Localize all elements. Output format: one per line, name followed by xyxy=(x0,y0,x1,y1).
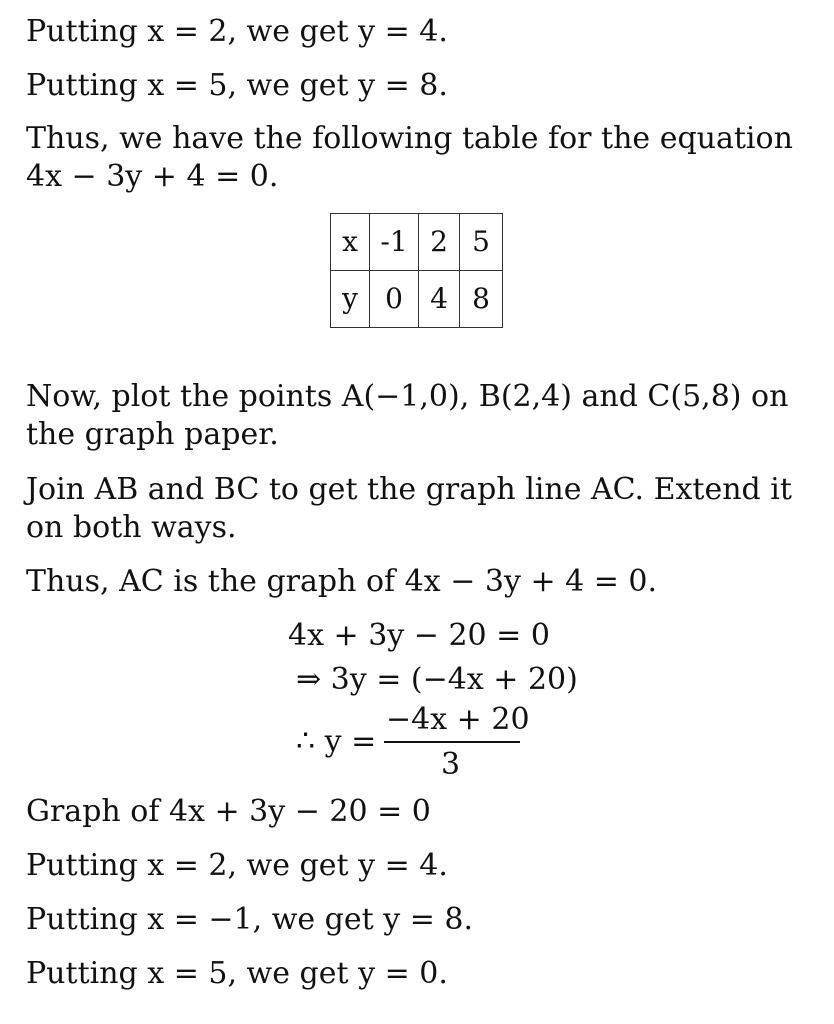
equation-3-numerator: −4x + 20 xyxy=(386,702,530,737)
values-table xyxy=(330,213,503,328)
table-cell: 8 xyxy=(460,271,503,328)
text-line-8: Putting x = 2, we get y = 4. xyxy=(26,848,448,883)
table-row xyxy=(331,214,503,271)
equation-1: 4x + 3y − 20 = 0 xyxy=(288,618,550,653)
table-cell: 5 xyxy=(460,214,503,271)
table-row xyxy=(331,271,503,328)
equation-3-prefix: ∴ y = xyxy=(296,724,377,759)
fraction-bar xyxy=(384,741,520,743)
equation-2: ⇒ 3y = (−4x + 20) xyxy=(296,662,578,697)
text-line-9: Putting x = −1, we get y = 8. xyxy=(26,902,473,937)
text-line-5: Join AB and BC to get the graph line AC. Extend it on both ways. xyxy=(26,472,792,545)
text-line-6: Thus, AC is the graph of 4x − 3y + 4 = 0. xyxy=(26,564,658,599)
table-cell: 2 xyxy=(419,214,460,271)
table-cell: x xyxy=(331,214,370,271)
table-cell: y xyxy=(331,271,370,328)
text-line-1: Putting x = 2, we get y = 4. xyxy=(26,14,448,49)
table-cell: 0 xyxy=(370,271,419,328)
text-line-2: Putting x = 5, we get y = 8. xyxy=(26,68,448,103)
text-line-10: Putting x = 5, we get y = 0. xyxy=(26,956,448,991)
text-line-4: Now, plot the points A(−1,0), B(2,4) and C(5,8) on the graph paper. xyxy=(26,379,789,452)
table-cell: 4 xyxy=(419,271,460,328)
text-line-7: Graph of 4x + 3y − 20 = 0 xyxy=(26,794,431,829)
text-line-3: Thus, we have the following table for the equation 4x − 3y + 4 = 0. xyxy=(26,121,793,194)
table-cell: -1 xyxy=(370,214,419,271)
equation-3-denominator: 3 xyxy=(441,747,461,782)
